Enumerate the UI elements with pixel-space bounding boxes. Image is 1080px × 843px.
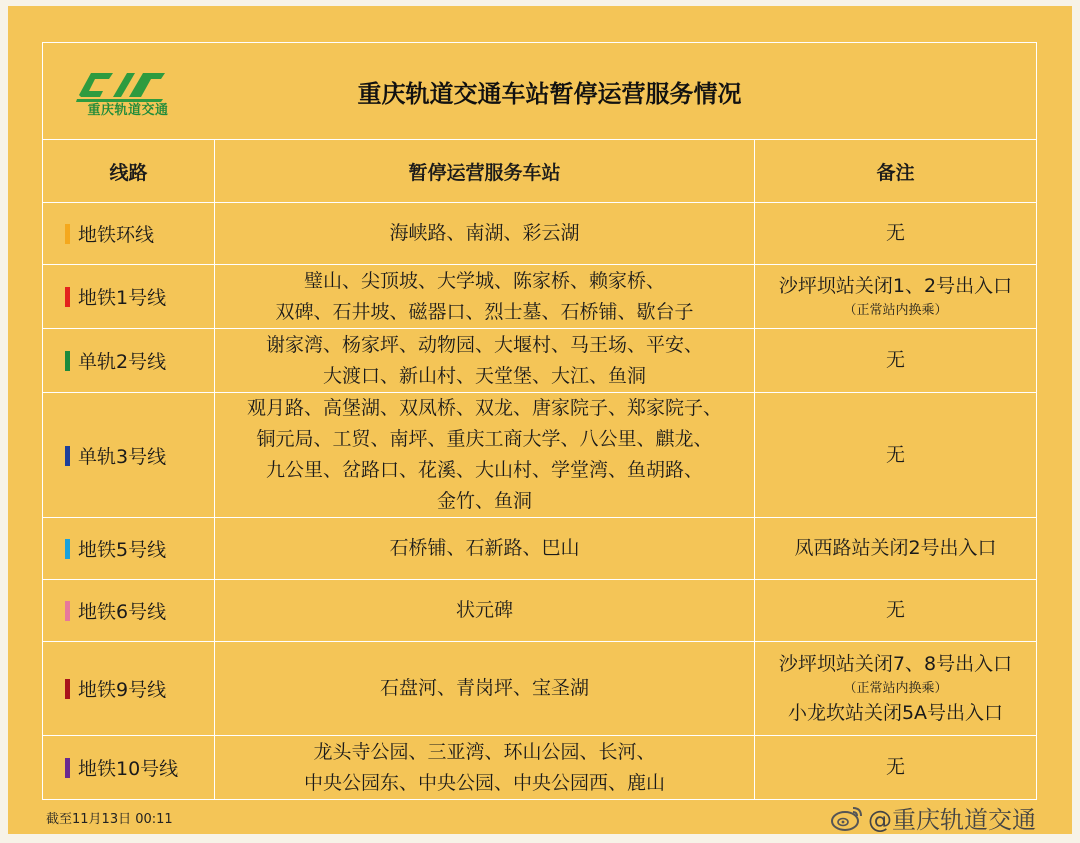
station-list-line: 双碑、石井坡、磁器口、烈士墓、石桥铺、歇台子 <box>275 300 694 323</box>
station-list-line: 璧山、尖顶坡、大学城、陈家桥、赖家桥、 <box>303 269 665 292</box>
note-text: 无 <box>885 756 905 778</box>
header-row <box>43 140 1037 203</box>
station-list-line: 九公里、岔路口、花溪、大山村、学堂湾、鱼胡路、 <box>265 459 703 481</box>
line-cell <box>43 265 215 329</box>
note-text: 无 <box>885 443 905 466</box>
header-note: 备注 <box>755 140 1037 203</box>
line-name: 单轨3号线 <box>78 445 167 468</box>
station-list-line: 石盘河、青岗坪、宝圣湖 <box>379 677 589 699</box>
line-color-swatch <box>65 758 70 778</box>
line-color-swatch <box>65 539 70 559</box>
note-cell <box>755 329 1037 393</box>
station-list-line: 海峡路、南湖、彩云湖 <box>389 222 580 244</box>
table-row <box>43 736 1037 800</box>
line-cell <box>43 736 215 800</box>
station-list-line: 状元碑 <box>455 599 513 621</box>
station-list-line: 金竹、鱼洞 <box>436 490 532 512</box>
table-row <box>43 393 1037 518</box>
note-small-text: （正常站内换乘） <box>843 680 948 696</box>
table-row <box>43 329 1037 393</box>
station-list-line: 观月路、高堡湖、双凤桥、双龙、唐家院子、郑家院子、 <box>246 397 722 419</box>
note-text: 无 <box>885 222 905 244</box>
weibo-handle: @重庆轨道交通 <box>868 806 1036 834</box>
stations-cell <box>215 393 755 518</box>
station-list-line: 石桥铺、石新路、巴山 <box>389 537 580 559</box>
line-name: 地铁6号线 <box>78 601 167 623</box>
table-row <box>43 518 1037 580</box>
note-cell <box>755 518 1037 580</box>
line-name: 单轨2号线 <box>78 351 167 373</box>
timestamp: 截至11月13日 00:11 <box>46 812 173 827</box>
note-text: 无 <box>885 599 905 621</box>
line-color-swatch <box>65 601 70 621</box>
note-text: 沙坪坝站关闭1、2号出入口 <box>778 275 1013 297</box>
suspension-table <box>42 42 1037 800</box>
page-title: 重庆轨道交通车站暂停运营服务情况 <box>357 79 742 108</box>
line-color-swatch <box>65 679 70 699</box>
title-cell <box>43 43 1037 140</box>
line-cell <box>43 518 215 580</box>
note-text: 小龙坎站关闭5A号出入口 <box>787 701 1004 724</box>
line-name: 地铁1号线 <box>78 287 167 309</box>
table-body <box>43 203 1037 800</box>
note-cell <box>755 642 1037 736</box>
table-row <box>43 642 1037 736</box>
station-list-line: 大渡口、新山村、天堂堡、大江、鱼洞 <box>322 364 646 387</box>
line-color-swatch <box>65 224 70 244</box>
note-text: 沙坪坝站关闭7、8号出入口 <box>778 652 1013 675</box>
title-row <box>43 43 1037 140</box>
weibo-icon <box>830 804 864 832</box>
note-cell <box>755 393 1037 518</box>
note-text: 无 <box>885 349 905 371</box>
note-cell <box>755 736 1037 800</box>
line-cell <box>43 329 215 393</box>
stations-cell <box>215 736 755 800</box>
station-list-line: 龙头寺公园、三亚湾、环山公园、长河、 <box>313 740 656 763</box>
stations-cell <box>215 518 755 580</box>
station-list-line: 中央公园东、中央公园、中央公园西、鹿山 <box>303 771 665 794</box>
stations-cell <box>215 265 755 329</box>
line-cell <box>43 393 215 518</box>
station-list-line: 谢家湾、杨家坪、动物园、大堰村、马王场、平安、 <box>265 333 703 356</box>
header-line: 线路 <box>43 140 215 203</box>
stations-cell <box>215 642 755 736</box>
line-name: 地铁10号线 <box>78 758 179 780</box>
line-cell <box>43 203 215 265</box>
table-row <box>43 203 1037 265</box>
line-name: 地铁9号线 <box>78 679 167 701</box>
stations-cell <box>215 203 755 265</box>
weibo-watermark <box>830 800 1036 835</box>
notice-table-wrap <box>42 42 1036 800</box>
header-stations: 暂停运营服务车站 <box>215 140 755 203</box>
note-small-text: （正常站内换乘） <box>843 303 948 318</box>
stations-cell <box>215 580 755 642</box>
logo-text: 重庆轨道交通 <box>87 103 169 118</box>
note-cell <box>755 203 1037 265</box>
line-name: 地铁5号线 <box>78 539 167 561</box>
note-text: 凤西路站关闭2号出入口 <box>794 537 997 559</box>
stations-cell <box>215 329 755 393</box>
station-list-line: 铜元局、工贸、南坪、重庆工商大学、八公里、麒龙、 <box>256 428 713 450</box>
line-cell <box>43 580 215 642</box>
table-row <box>43 265 1037 329</box>
line-color-swatch <box>65 446 70 466</box>
line-color-swatch <box>65 287 70 307</box>
table-row <box>43 580 1037 642</box>
note-cell <box>755 265 1037 329</box>
line-color-swatch <box>65 351 70 371</box>
note-cell <box>755 580 1037 642</box>
line-cell <box>43 642 215 736</box>
line-name: 地铁环线 <box>78 224 155 246</box>
